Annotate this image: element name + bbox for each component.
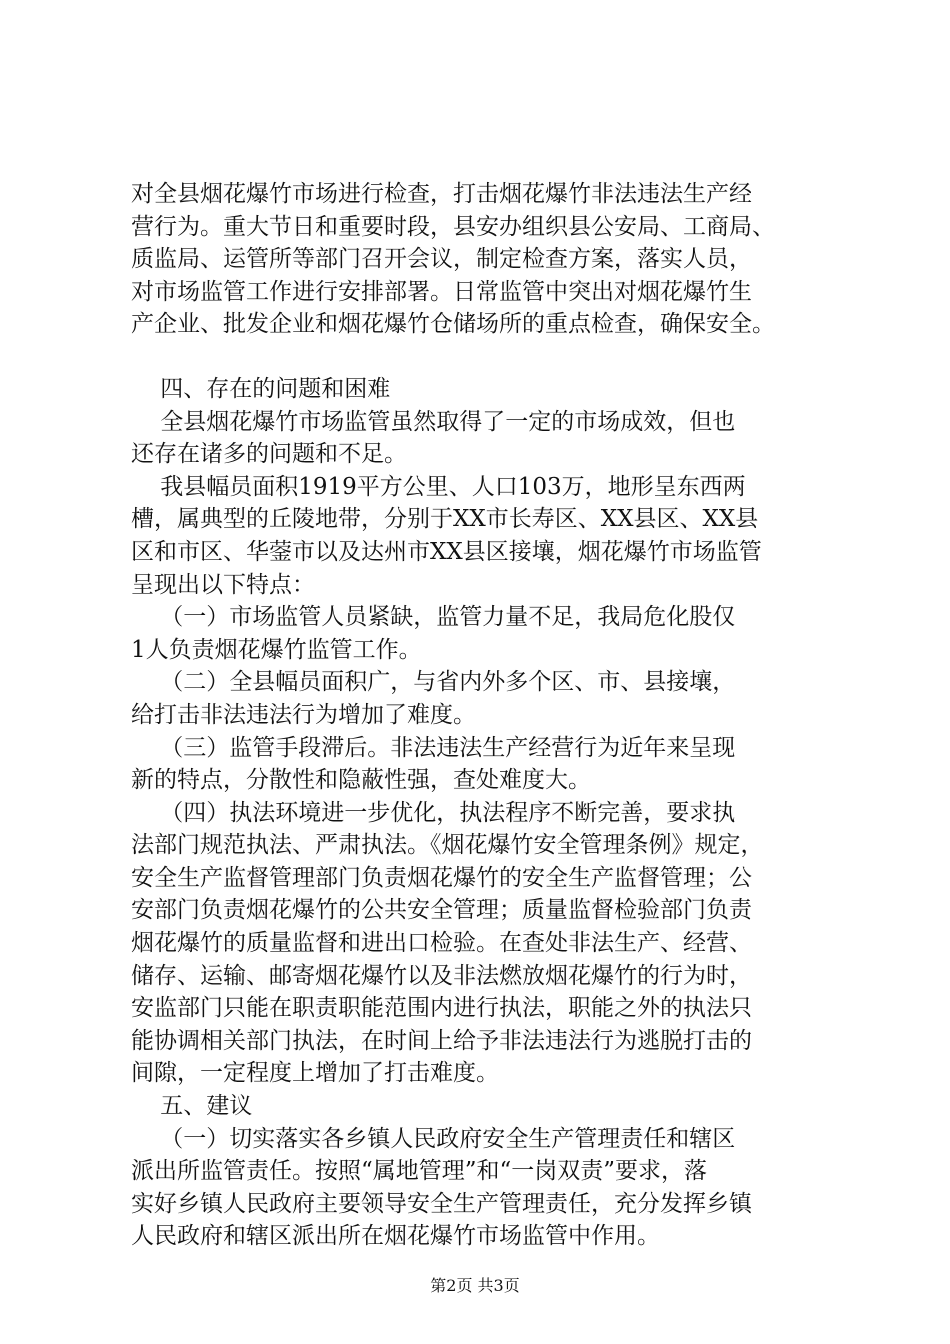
text-line: 五、建议 xyxy=(131,1093,253,1120)
paragraph-gap xyxy=(131,341,831,373)
text-line: （三）监管手段滞后。非法违法生产经营行为近年来呈现 xyxy=(131,734,736,761)
text-line: 还存在诸多的问题和不足。 xyxy=(131,441,407,468)
text-line: 烟花爆竹的质量监督和进出口检验。在查处非法生产、经营、 xyxy=(131,930,752,957)
text-line: 给打击非法违法行为增加了难度。 xyxy=(131,701,476,728)
text-line: 人民政府和辖区派出所在烟花爆竹市场监管中作用。 xyxy=(131,1223,660,1250)
document-body xyxy=(131,178,831,1253)
text-line: （一）切实落实各乡镇人民政府安全生产管理责任和辖区 xyxy=(131,1125,736,1152)
text-line: 对全县烟花爆竹市场进行检查，打击烟花爆竹非法违法生产经 xyxy=(131,181,752,207)
text-line: 间隙，一定程度上增加了打击难度。 xyxy=(131,1060,499,1087)
text-line: （四）执法环境进一步优化，执法程序不断完善，要求执 xyxy=(131,799,736,826)
text-line: 能协调相关部门执法，在时间上给予非法违法行为逃脱打击的 xyxy=(131,1027,752,1054)
text-line: 槽，属典型的丘陵地带，分别于XX市长寿区、XX县区、XX县 xyxy=(131,506,759,533)
text-line: 全县烟花爆竹市场监管虽然取得了一定的市场成效，但也 xyxy=(131,408,736,435)
text-line: 我县幅员面积1919平方公里、人口103万，地形呈东西两 xyxy=(131,473,746,500)
text-line: 派出所监管责任。按照“属地管理”和“一岗双责”要求，落 xyxy=(131,1158,708,1185)
text-line: 安监部门只能在职责职能范围内进行执法，职能之外的执法只 xyxy=(131,995,752,1022)
text-line: 安全生产监督管理部门负责烟花爆竹的安全生产监督管理；公 xyxy=(131,864,752,891)
text-line: 产企业、批发企业和烟花爆竹仓储场所的重点检查，确保安全。 xyxy=(131,311,775,338)
text-line: 新的特点，分散性和隐蔽性强，查处难度大。 xyxy=(131,767,591,794)
text-line: 营行为。重大节日和重要时段，县安办组织县公安局、工商局、 xyxy=(131,213,775,240)
text-line: （一）市场监管人员紧缺，监管力量不足，我局危化股仅 xyxy=(131,604,736,631)
text-line: （二）全县幅员面积广，与省内外多个区、市、县接壤， xyxy=(131,669,736,696)
text-line: 实好乡镇人民政府主要领导安全生产管理责任，充分发挥乡镇 xyxy=(131,1190,752,1217)
page-footer: 第2页 共3页 xyxy=(430,1276,520,1295)
text-line: 对市场监管工作进行安排部署。日常监管中突出对烟花爆竹生 xyxy=(131,278,752,305)
text-line: 储存、运输、邮寄烟花爆竹以及非法燃放烟花爆竹的行为时， xyxy=(131,962,752,989)
text-line: 四、存在的问题和困难 xyxy=(131,375,391,402)
text-line: 法部门规范执法、严肃执法。《烟花爆竹安全管理条例》规定， xyxy=(131,832,764,859)
text-line: 安部门负责烟花爆竹的公共安全管理；质量监督检验部门负责 xyxy=(131,897,752,924)
text-line: 区和市区、华蓥市以及达州市XX县区接壤，烟花爆竹市场监管 xyxy=(131,538,762,565)
text-line: 1人负责烟花爆竹监管工作。 xyxy=(131,636,422,663)
text-line: 质监局、运管所等部门召开会议，制定检查方案，落实人员， xyxy=(131,246,752,273)
text-line: 呈现出以下特点： xyxy=(131,571,315,598)
